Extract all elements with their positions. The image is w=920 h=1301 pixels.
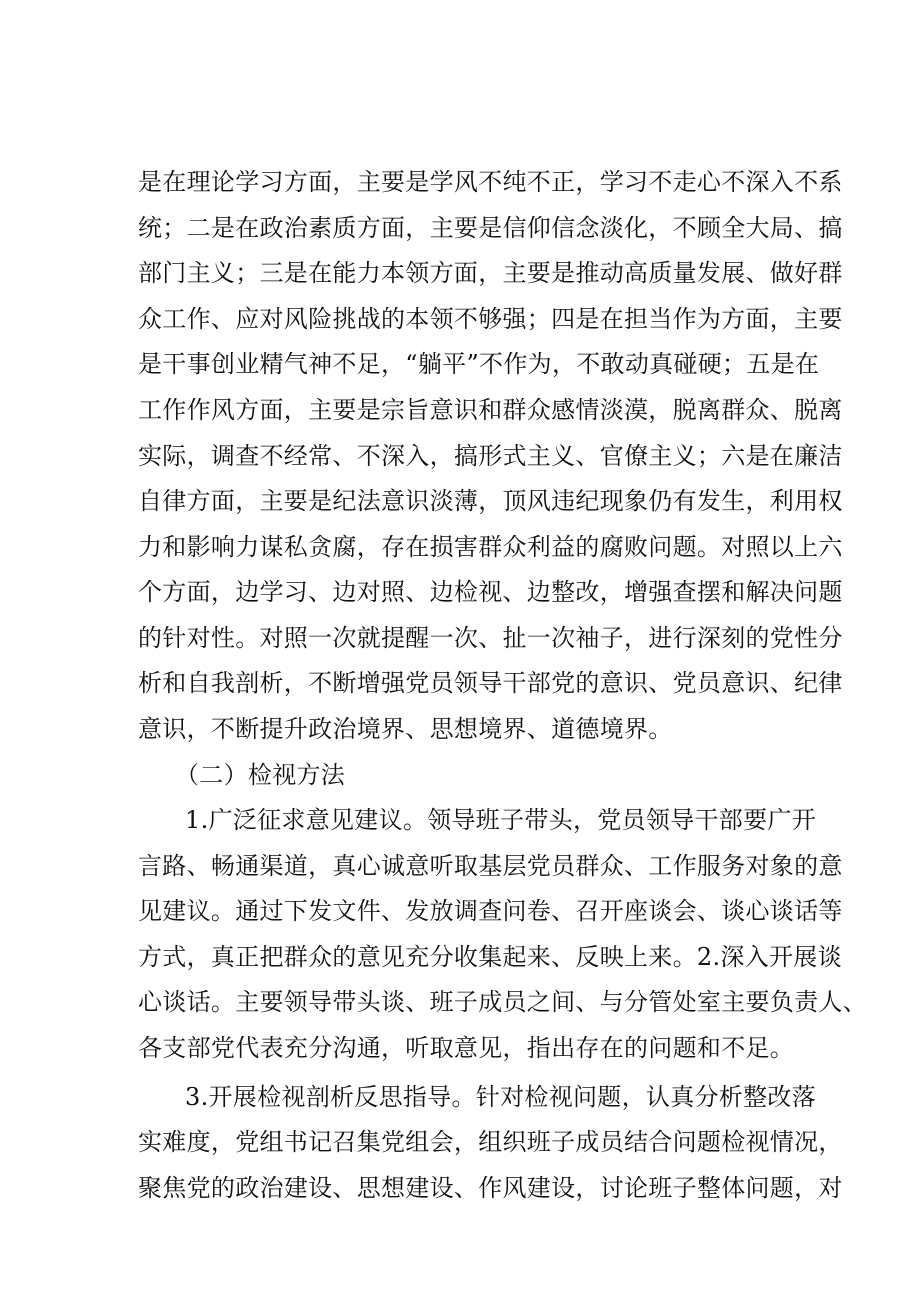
text-line: 3.开展检视剖析反思指导。针对检视问题，认真分析整改落 xyxy=(185,1083,816,1111)
text-line: 众工作、应对风险挑战的本领不够强；四是在担当作为方面，主要 xyxy=(138,305,843,333)
text-line: 的针对性。对照一次就提醒一次、扯一次袖子，进行深刻的党性分 xyxy=(138,624,843,652)
text-line: 统；二是在政治素质方面，主要是信仰信念淡化，不顾全大局、搞 xyxy=(138,214,843,242)
text-line: 言路、畅通渠道，真心诚意听取基层党员群众、工作服务对象的意 xyxy=(138,852,843,880)
text-line: 析和自我剖析，不断增强党员领导干部党的意识、党员意识、纪律 xyxy=(138,669,843,697)
text-line: 意识，不断提升政治境界、思想境界、道德境界。 xyxy=(138,715,673,743)
text-line: 个方面，边学习、边对照、边检视、边整改，增强查摆和解决问题 xyxy=(138,578,843,606)
text-line: 各支部党代表充分沟通，听取意见，指出存在的问题和不足。 xyxy=(138,1034,795,1062)
text-line: 自律方面，主要是纪法意识淡薄，顶风违纪现象仍有发生，利用权 xyxy=(138,487,843,515)
text-line: 方式，真正把群众的意见充分收集起来、反映上来。2.深入开展谈 xyxy=(138,943,842,971)
text-line: 是在理论学习方面，主要是学风不纯不正，学习不走心不深入不系 xyxy=(138,168,843,196)
text-line: 力和影响力谋私贪腐，存在损害群众利益的腐败问题。对照以上六 xyxy=(138,533,843,561)
text-line: 见建议。通过下发文件、发放调查问卷、召开座谈会、谈心谈话等 xyxy=(138,897,843,925)
text-line: 实际，调查不经常、不深入，搞形式主义、官僚主义；六是在廉洁 xyxy=(138,442,843,470)
section-heading: （二）检视方法 xyxy=(175,761,346,789)
text-line: 工作作风方面，主要是宗旨意识和群众感情淡漠，脱离群众、脱离 xyxy=(138,396,843,424)
text-line: 聚焦党的政治建设、思想建设、作风建设，讨论班子整体问题，对 xyxy=(138,1174,843,1202)
text-line: 1.广泛征求意见建议。领导班子带头，党员领导干部要广开 xyxy=(185,806,816,834)
text-line: 部门主义；三是在能力本领方面，主要是推动高质量发展、做好群 xyxy=(138,259,843,287)
text-line: 实难度，党组书记召集党组会，组织班子成员结合问题检视情况， xyxy=(138,1128,843,1156)
text-line: 是干事创业精气神不足，“躺平”不作为，不敢动真碰硬；五是在 xyxy=(138,350,820,378)
text-line: 心谈话。主要领导带头谈、班子成员之间、与分管处室主要负责人、 xyxy=(138,988,867,1016)
